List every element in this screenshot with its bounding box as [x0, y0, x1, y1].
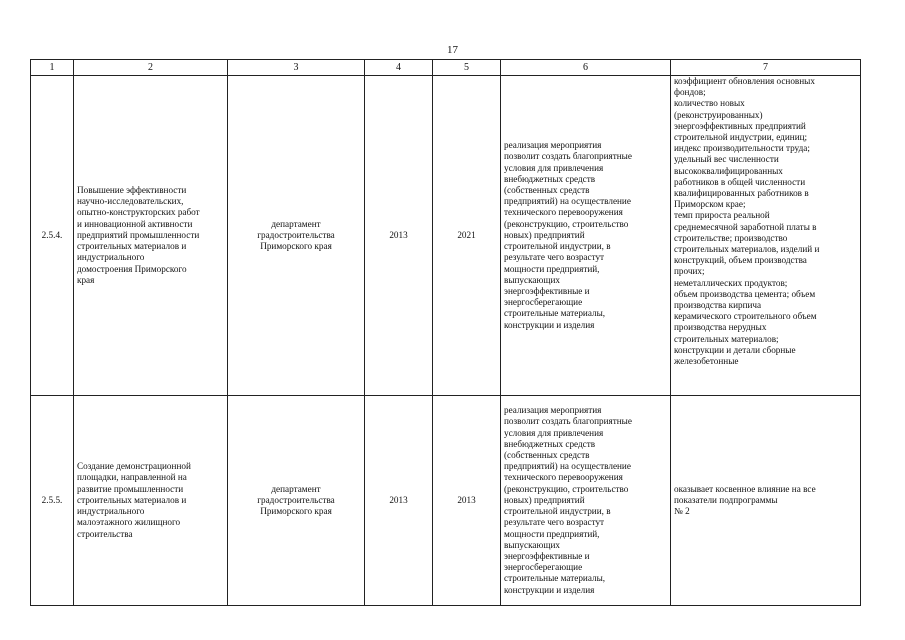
- column-header: 6: [501, 60, 671, 76]
- measure-number: 2.5.4.: [31, 76, 74, 396]
- end-year: 2013: [433, 396, 501, 606]
- program-measures-table: [30, 59, 861, 606]
- start-year: 2013: [365, 396, 433, 606]
- related-indicators: оказывает косвенное влияние на все показатели подпрограммы № 2: [671, 396, 861, 606]
- column-header: 4: [365, 60, 433, 76]
- column-header: 1: [31, 60, 74, 76]
- start-year: 2013: [365, 76, 433, 396]
- column-header: 7: [671, 60, 861, 76]
- end-year: 2021: [433, 76, 501, 396]
- expected-result: реализация мероприятия позволит создать благоприятные условия для привлечения внебюджетных средств (собственных средств предприятий) на осуществление технического перевооружения (реконструкцию, строительство новых) предприятий строительной индустрии, в результате чего возрастут мощности предприятий, выпускающих энергоэффективные и энергосберегающие строительные материалы, конструкции и изделия: [501, 76, 671, 396]
- table-row: [31, 396, 861, 606]
- column-header: 5: [433, 60, 501, 76]
- page-number: 17: [447, 44, 458, 56]
- measure-name: Повышение эффективности научно-исследовательских, опытно-конструкторских работ и инновационной активности предприятий промышленности строительных материалов и индустриального домостроения Приморского края: [74, 76, 228, 396]
- related-indicators: коэффициент обновления основных фондов; количество новых (реконструированных) энергоэффективных предприятий строительной индустрии, единиц; индекс производительности труда; удельный вес численности высококвалифицированных работников в общей численности квалифицированных работников в Приморском крае; темп прироста реальной среднемесячной заработной платы в строительстве; производство строительных материалов, изделий и конструкций, объем производства прочих; неметаллических продуктов; объем производства цемента; объем производства кирпича керамического строительного объем производства нерудных строительных материалов; конструкции и детали сборные железобетонные: [671, 76, 861, 396]
- responsible-department: департамент градостроительства Приморского края: [228, 76, 365, 396]
- responsible-department: департамент градостроительства Приморского края: [228, 396, 365, 606]
- measure-name: Создание демонстрационной площадки, направленной на развитие промышленности строительных материалов и индустриального малоэтажного жилищного строительства: [74, 396, 228, 606]
- table-row: [31, 76, 861, 396]
- column-header: 3: [228, 60, 365, 76]
- table-header-row: [31, 60, 861, 76]
- expected-result: реализация мероприятия позволит создать благоприятные условия для привлечения внебюджетных средств (собственных средств предприятий) на осуществление технического перевооружения (реконструкцию, строительство новых) предприятий строительной индустрии, в результате чего возрастут мощности предприятий, выпускающих энергоэффективные и энергосберегающие строительные материалы, конструкции и изделия: [501, 396, 671, 606]
- measure-number: 2.5.5.: [31, 396, 74, 606]
- column-header: 2: [74, 60, 228, 76]
